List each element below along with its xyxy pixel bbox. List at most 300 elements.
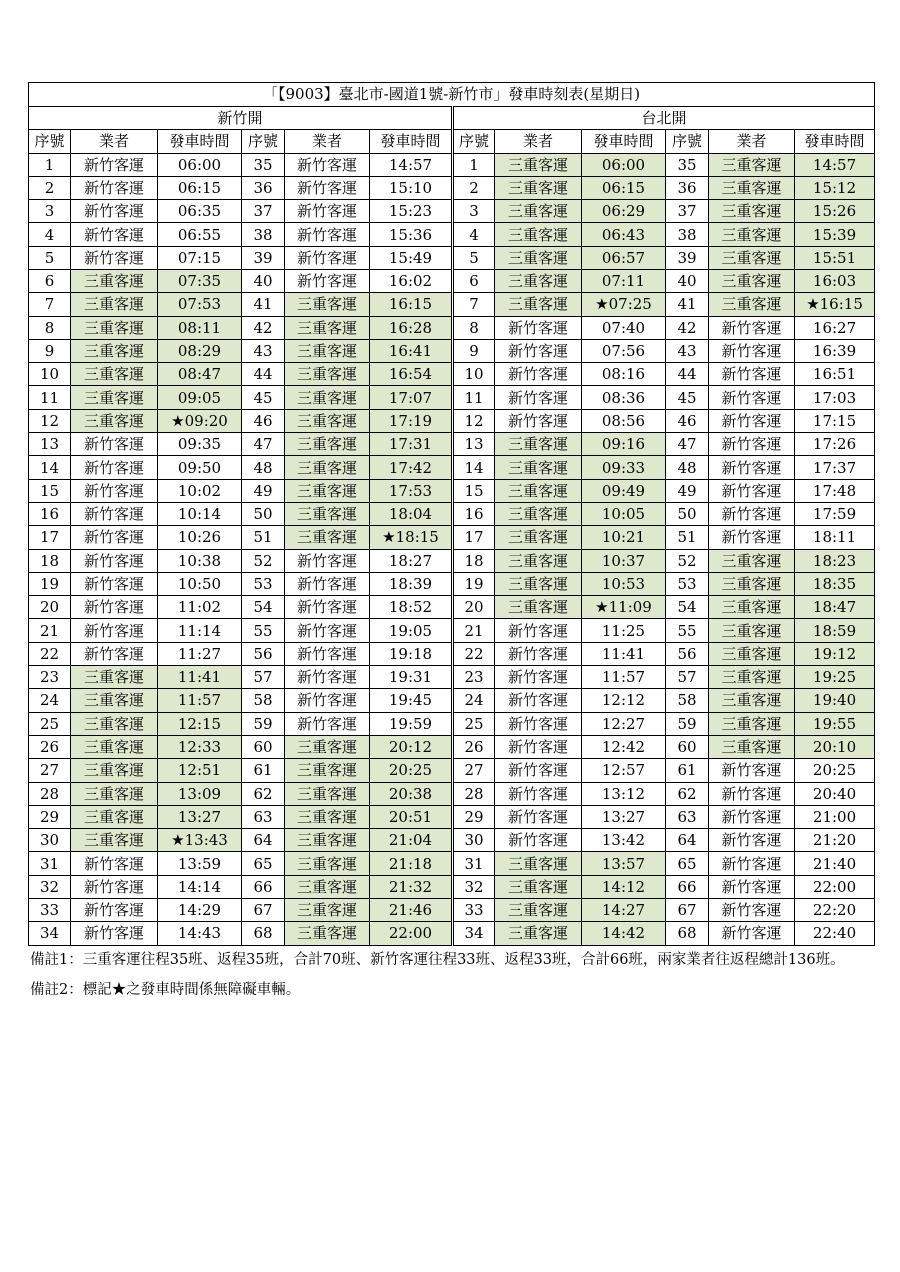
cell-seq: 20 <box>453 596 495 619</box>
cell-departure-time: 11:41 <box>158 666 242 689</box>
header-seq: 序號 <box>666 130 709 154</box>
cell-departure-time: 17:31 <box>370 433 453 456</box>
cell-departure-time: 18:47 <box>795 596 875 619</box>
cell-departure-time: 21:00 <box>795 805 875 828</box>
cell-departure-time: 06:57 <box>582 246 666 269</box>
cell-seq: 18 <box>453 549 495 572</box>
cell-seq: 13 <box>453 433 495 456</box>
cell-departure-time: ★18:15 <box>370 526 453 549</box>
column-header-row <box>29 130 875 154</box>
cell-departure-time: 12:42 <box>582 735 666 758</box>
cell-seq: 60 <box>666 735 709 758</box>
cell-seq: 51 <box>666 526 709 549</box>
cell-departure-time: 19:40 <box>795 689 875 712</box>
cell-departure-time: 11:02 <box>158 596 242 619</box>
cell-departure-time: 13:09 <box>158 782 242 805</box>
cell-departure-time: ★13:43 <box>158 829 242 852</box>
cell-seq: 66 <box>242 875 285 898</box>
cell-operator: 三重客運 <box>709 712 795 735</box>
cell-seq: 38 <box>242 223 285 246</box>
cell-departure-time: 13:57 <box>582 852 666 875</box>
cell-departure-time: 18:39 <box>370 572 453 595</box>
cell-operator: 三重客運 <box>285 502 370 525</box>
cell-operator: 三重客運 <box>285 316 370 339</box>
cell-operator: 三重客運 <box>285 386 370 409</box>
table-row <box>29 549 875 572</box>
cell-departure-time: 06:15 <box>582 176 666 199</box>
cell-operator: 新竹客運 <box>495 782 582 805</box>
table-row <box>29 293 875 316</box>
cell-departure-time: 16:51 <box>795 363 875 386</box>
cell-seq: 67 <box>242 899 285 922</box>
header-operator: 業者 <box>285 130 370 154</box>
cell-operator: 新竹客運 <box>285 176 370 199</box>
cell-departure-time: 17:37 <box>795 456 875 479</box>
cell-departure-time: 08:11 <box>158 316 242 339</box>
cell-operator: 新竹客運 <box>709 386 795 409</box>
cell-operator: 新竹客運 <box>709 782 795 805</box>
cell-departure-time: 08:29 <box>158 339 242 362</box>
cell-seq: 18 <box>29 549 71 572</box>
cell-departure-time: ★07:25 <box>582 293 666 316</box>
cell-departure-time: 17:19 <box>370 409 453 432</box>
cell-operator: 三重客運 <box>285 899 370 922</box>
cell-seq: 32 <box>453 875 495 898</box>
cell-departure-time: 10:14 <box>158 502 242 525</box>
cell-seq: 2 <box>453 176 495 199</box>
cell-seq: 45 <box>242 386 285 409</box>
cell-departure-time: 18:23 <box>795 549 875 572</box>
cell-seq: 44 <box>242 363 285 386</box>
cell-seq: 27 <box>453 759 495 782</box>
cell-operator: 新竹客運 <box>495 805 582 828</box>
cell-seq: 8 <box>29 316 71 339</box>
header-operator: 業者 <box>495 130 582 154</box>
cell-seq: 6 <box>453 269 495 292</box>
cell-seq: 58 <box>242 689 285 712</box>
cell-seq: 11 <box>29 386 71 409</box>
cell-departure-time: 12:33 <box>158 735 242 758</box>
cell-seq: 63 <box>242 805 285 828</box>
cell-departure-time: 08:36 <box>582 386 666 409</box>
cell-departure-time: 14:42 <box>582 922 666 945</box>
cell-operator: 三重客運 <box>709 619 795 642</box>
cell-operator: 新竹客運 <box>285 642 370 665</box>
cell-operator: 三重客運 <box>71 829 158 852</box>
cell-departure-time: 20:10 <box>795 735 875 758</box>
cell-operator: 三重客運 <box>71 689 158 712</box>
cell-seq: 10 <box>453 363 495 386</box>
cell-operator: 新竹客運 <box>285 689 370 712</box>
cell-seq: 61 <box>242 759 285 782</box>
cell-operator: 新竹客運 <box>709 409 795 432</box>
cell-departure-time: 07:35 <box>158 269 242 292</box>
cell-seq: 12 <box>29 409 71 432</box>
cell-operator: 新竹客運 <box>71 456 158 479</box>
cell-departure-time: 09:35 <box>158 433 242 456</box>
cell-departure-time: 10:21 <box>582 526 666 549</box>
cell-departure-time: 22:00 <box>370 922 453 945</box>
cell-seq: 10 <box>29 363 71 386</box>
cell-seq: 3 <box>29 200 71 223</box>
cell-seq: 42 <box>242 316 285 339</box>
cell-seq: 53 <box>666 572 709 595</box>
cell-departure-time: 06:00 <box>158 153 242 176</box>
cell-seq: 17 <box>453 526 495 549</box>
cell-seq: 4 <box>29 223 71 246</box>
cell-departure-time: 14:12 <box>582 875 666 898</box>
cell-operator: 新竹客運 <box>71 223 158 246</box>
table-row <box>29 759 875 782</box>
cell-seq: 65 <box>242 852 285 875</box>
cell-operator: 新竹客運 <box>71 246 158 269</box>
table-row <box>29 269 875 292</box>
cell-departure-time: 18:04 <box>370 502 453 525</box>
cell-departure-time: 20:51 <box>370 805 453 828</box>
table-row <box>29 875 875 898</box>
cell-departure-time: 06:00 <box>582 153 666 176</box>
cell-departure-time: 21:20 <box>795 829 875 852</box>
cell-departure-time: 18:35 <box>795 572 875 595</box>
cell-departure-time: 17:07 <box>370 386 453 409</box>
cell-seq: 33 <box>29 899 71 922</box>
cell-departure-time: 14:43 <box>158 922 242 945</box>
cell-departure-time: 13:27 <box>158 805 242 828</box>
cell-departure-time: 09:05 <box>158 386 242 409</box>
cell-seq: 67 <box>666 899 709 922</box>
cell-operator: 三重客運 <box>495 246 582 269</box>
cell-operator: 三重客運 <box>495 479 582 502</box>
cell-operator: 新竹客運 <box>709 805 795 828</box>
cell-operator: 新竹客運 <box>285 200 370 223</box>
table-row <box>29 502 875 525</box>
header-departure-time: 發車時間 <box>158 130 242 154</box>
cell-departure-time: ★09:20 <box>158 409 242 432</box>
cell-seq: 1 <box>453 153 495 176</box>
cell-operator: 新竹客運 <box>495 642 582 665</box>
cell-seq: 34 <box>29 922 71 945</box>
cell-operator: 新竹客運 <box>709 875 795 898</box>
cell-seq: 30 <box>29 829 71 852</box>
cell-seq: 42 <box>666 316 709 339</box>
cell-operator: 三重客運 <box>285 293 370 316</box>
cell-departure-time: 17:48 <box>795 479 875 502</box>
cell-departure-time: 15:39 <box>795 223 875 246</box>
cell-operator: 新竹客運 <box>285 712 370 735</box>
cell-operator: 三重客運 <box>709 549 795 572</box>
cell-departure-time: 06:15 <box>158 176 242 199</box>
cell-seq: 13 <box>29 433 71 456</box>
cell-seq: 22 <box>29 642 71 665</box>
cell-departure-time: 17:53 <box>370 479 453 502</box>
cell-departure-time: 18:59 <box>795 619 875 642</box>
cell-departure-time: 18:11 <box>795 526 875 549</box>
cell-operator: 三重客運 <box>495 922 582 945</box>
cell-seq: 46 <box>242 409 285 432</box>
cell-seq: 8 <box>453 316 495 339</box>
table-row <box>29 689 875 712</box>
cell-seq: 1 <box>29 153 71 176</box>
cell-operator: 新竹客運 <box>71 549 158 572</box>
cell-departure-time: 07:56 <box>582 339 666 362</box>
cell-departure-time: 07:53 <box>158 293 242 316</box>
cell-departure-time: 08:47 <box>158 363 242 386</box>
cell-seq: 47 <box>666 433 709 456</box>
cell-seq: 40 <box>666 269 709 292</box>
header-seq: 序號 <box>242 130 285 154</box>
cell-departure-time: 07:40 <box>582 316 666 339</box>
table-row <box>29 339 875 362</box>
cell-seq: 34 <box>453 922 495 945</box>
cell-seq: 9 <box>453 339 495 362</box>
table-row <box>29 433 875 456</box>
cell-departure-time: 17:03 <box>795 386 875 409</box>
cell-operator: 三重客運 <box>495 549 582 572</box>
cell-operator: 三重客運 <box>709 572 795 595</box>
cell-departure-time: 11:25 <box>582 619 666 642</box>
cell-departure-time: 19:31 <box>370 666 453 689</box>
cell-departure-time: 14:14 <box>158 875 242 898</box>
cell-seq: 5 <box>453 246 495 269</box>
cell-departure-time: 13:59 <box>158 852 242 875</box>
cell-seq: 3 <box>453 200 495 223</box>
cell-seq: 46 <box>666 409 709 432</box>
cell-departure-time: 10:38 <box>158 549 242 572</box>
cell-departure-time: 15:12 <box>795 176 875 199</box>
cell-departure-time: 22:20 <box>795 899 875 922</box>
cell-operator: 三重客運 <box>495 293 582 316</box>
cell-operator: 新竹客運 <box>71 479 158 502</box>
cell-operator: 三重客運 <box>495 200 582 223</box>
cell-operator: 新竹客運 <box>709 479 795 502</box>
table-row <box>29 572 875 595</box>
cell-operator: 三重客運 <box>71 363 158 386</box>
header-operator: 業者 <box>71 130 158 154</box>
cell-seq: 29 <box>29 805 71 828</box>
cell-departure-time: 22:40 <box>795 922 875 945</box>
cell-seq: 24 <box>453 689 495 712</box>
cell-operator: 新竹客運 <box>709 899 795 922</box>
cell-operator: 新竹客運 <box>709 829 795 852</box>
header-departure-time: 發車時間 <box>370 130 453 154</box>
cell-departure-time: 19:59 <box>370 712 453 735</box>
header-operator: 業者 <box>709 130 795 154</box>
cell-operator: 新竹客運 <box>71 619 158 642</box>
cell-seq: 25 <box>453 712 495 735</box>
cell-seq: 31 <box>453 852 495 875</box>
cell-operator: 新竹客運 <box>709 852 795 875</box>
cell-seq: 26 <box>29 735 71 758</box>
cell-seq: 19 <box>29 572 71 595</box>
cell-seq: 68 <box>666 922 709 945</box>
cell-operator: 三重客運 <box>71 666 158 689</box>
cell-operator: 新竹客運 <box>71 899 158 922</box>
cell-operator: 三重客運 <box>709 176 795 199</box>
cell-seq: 20 <box>29 596 71 619</box>
cell-seq: 36 <box>242 176 285 199</box>
cell-departure-time: 10:02 <box>158 479 242 502</box>
cell-operator: 新竹客運 <box>495 619 582 642</box>
cell-operator: 新竹客運 <box>71 642 158 665</box>
cell-seq: 19 <box>453 572 495 595</box>
cell-operator: 三重客運 <box>71 735 158 758</box>
cell-seq: 37 <box>242 200 285 223</box>
cell-operator: 三重客運 <box>709 666 795 689</box>
cell-departure-time: 21:18 <box>370 852 453 875</box>
cell-departure-time: 15:23 <box>370 200 453 223</box>
cell-departure-time: 15:10 <box>370 176 453 199</box>
cell-seq: 62 <box>242 782 285 805</box>
cell-operator: 三重客運 <box>709 153 795 176</box>
cell-departure-time: 16:54 <box>370 363 453 386</box>
cell-operator: 新竹客運 <box>709 922 795 945</box>
cell-seq: 48 <box>666 456 709 479</box>
table-row <box>29 479 875 502</box>
cell-departure-time: 14:57 <box>370 153 453 176</box>
cell-operator: 新竹客運 <box>71 153 158 176</box>
cell-seq: 60 <box>242 735 285 758</box>
cell-seq: 47 <box>242 433 285 456</box>
cell-departure-time: 20:25 <box>795 759 875 782</box>
cell-operator: 新竹客運 <box>71 200 158 223</box>
cell-operator: 三重客運 <box>709 689 795 712</box>
note-1: 備註1：三重客運往程35班、返程35班，合計70班、新竹客運往程33班、返程33班，合計66班，兩家業者往返程總計136班。 <box>30 952 845 968</box>
cell-seq: 21 <box>29 619 71 642</box>
cell-seq: 57 <box>242 666 285 689</box>
cell-seq: 45 <box>666 386 709 409</box>
cell-seq: 25 <box>29 712 71 735</box>
cell-operator: 新竹客運 <box>285 246 370 269</box>
cell-operator: 三重客運 <box>71 293 158 316</box>
cell-departure-time: 13:42 <box>582 829 666 852</box>
cell-departure-time: 21:46 <box>370 899 453 922</box>
table-row <box>29 386 875 409</box>
cell-departure-time: 16:28 <box>370 316 453 339</box>
cell-departure-time: 10:37 <box>582 549 666 572</box>
cell-departure-time: 14:57 <box>795 153 875 176</box>
cell-operator: 新竹客運 <box>71 502 158 525</box>
cell-operator: 新竹客運 <box>495 759 582 782</box>
cell-operator: 新竹客運 <box>71 596 158 619</box>
cell-operator: 三重客運 <box>709 642 795 665</box>
cell-operator: 三重客運 <box>709 596 795 619</box>
table-row <box>29 805 875 828</box>
cell-seq: 51 <box>242 526 285 549</box>
cell-departure-time: 09:16 <box>582 433 666 456</box>
table-row <box>29 223 875 246</box>
cell-operator: 三重客運 <box>495 223 582 246</box>
table-row <box>29 922 875 945</box>
cell-operator: 三重客運 <box>495 456 582 479</box>
cell-operator: 新竹客運 <box>495 829 582 852</box>
cell-operator: 新竹客運 <box>285 572 370 595</box>
cell-departure-time: 11:27 <box>158 642 242 665</box>
table-row <box>29 619 875 642</box>
cell-seq: 59 <box>666 712 709 735</box>
cell-seq: 15 <box>29 479 71 502</box>
cell-departure-time: 10:53 <box>582 572 666 595</box>
cell-departure-time: 11:14 <box>158 619 242 642</box>
table-row <box>29 735 875 758</box>
cell-operator: 新竹客運 <box>709 339 795 362</box>
cell-operator: 三重客運 <box>285 805 370 828</box>
table-row <box>29 363 875 386</box>
cell-departure-time: 18:27 <box>370 549 453 572</box>
cell-operator: 新竹客運 <box>285 596 370 619</box>
cell-seq: 23 <box>29 666 71 689</box>
cell-operator: 三重客運 <box>709 269 795 292</box>
table-row <box>29 526 875 549</box>
cell-seq: 59 <box>242 712 285 735</box>
cell-seq: 29 <box>453 805 495 828</box>
cell-seq: 14 <box>453 456 495 479</box>
cell-operator: 新竹客運 <box>71 433 158 456</box>
table-row <box>29 596 875 619</box>
cell-operator: 三重客運 <box>285 782 370 805</box>
cell-departure-time: 08:56 <box>582 409 666 432</box>
cell-seq: 49 <box>666 479 709 502</box>
cell-seq: 26 <box>453 735 495 758</box>
table-row <box>29 712 875 735</box>
cell-operator: 新竹客運 <box>709 363 795 386</box>
cell-operator: 三重客運 <box>495 875 582 898</box>
cell-operator: 三重客運 <box>71 712 158 735</box>
cell-seq: 16 <box>29 502 71 525</box>
cell-seq: 22 <box>453 642 495 665</box>
cell-departure-time: 19:25 <box>795 666 875 689</box>
cell-seq: 39 <box>666 246 709 269</box>
cell-departure-time: 19:55 <box>795 712 875 735</box>
cell-operator: 新竹客運 <box>495 339 582 362</box>
cell-seq: 7 <box>453 293 495 316</box>
cell-departure-time: 06:29 <box>582 200 666 223</box>
cell-operator: 三重客運 <box>285 456 370 479</box>
cell-departure-time: 09:50 <box>158 456 242 479</box>
cell-seq: 5 <box>29 246 71 269</box>
cell-seq: 41 <box>242 293 285 316</box>
cell-operator: 三重客運 <box>71 316 158 339</box>
cell-operator: 三重客運 <box>71 782 158 805</box>
cell-departure-time: 20:38 <box>370 782 453 805</box>
header-departure-time: 發車時間 <box>582 130 666 154</box>
cell-departure-time: 12:12 <box>582 689 666 712</box>
cell-operator: 新竹客運 <box>709 316 795 339</box>
cell-seq: 2 <box>29 176 71 199</box>
cell-operator: 新竹客運 <box>495 386 582 409</box>
cell-operator: 三重客運 <box>285 759 370 782</box>
cell-operator: 新竹客運 <box>71 572 158 595</box>
cell-departure-time: 07:11 <box>582 269 666 292</box>
cell-departure-time: 17:42 <box>370 456 453 479</box>
table-row <box>29 200 875 223</box>
cell-operator: 三重客運 <box>285 526 370 549</box>
cell-departure-time: 09:33 <box>582 456 666 479</box>
cell-seq: 56 <box>242 642 285 665</box>
cell-departure-time: 13:27 <box>582 805 666 828</box>
cell-operator: 三重客運 <box>285 875 370 898</box>
cell-operator: 三重客運 <box>285 433 370 456</box>
table-row <box>29 666 875 689</box>
header-departure-time: 發車時間 <box>795 130 875 154</box>
cell-departure-time: 12:57 <box>582 759 666 782</box>
notes <box>30 948 872 1002</box>
cell-departure-time: 17:15 <box>795 409 875 432</box>
cell-seq: 12 <box>453 409 495 432</box>
cell-departure-time: 12:27 <box>582 712 666 735</box>
cell-seq: 9 <box>29 339 71 362</box>
cell-departure-time: 16:41 <box>370 339 453 362</box>
cell-operator: 三重客運 <box>285 852 370 875</box>
